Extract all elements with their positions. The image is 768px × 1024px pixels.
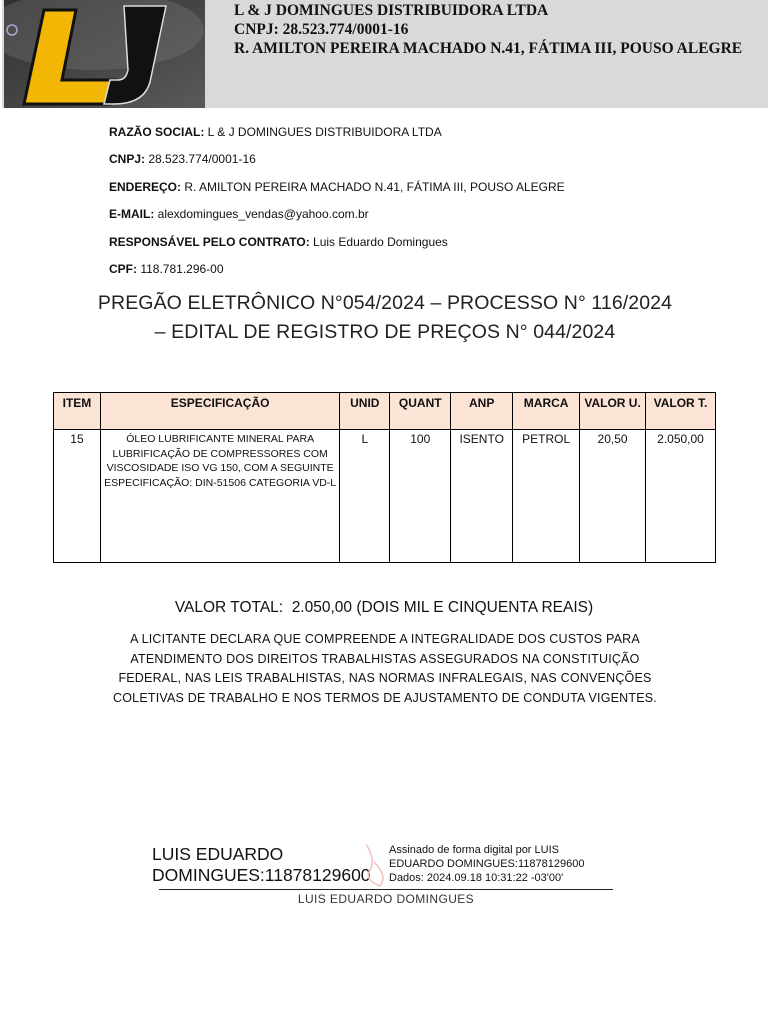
info-label: RAZÃO SOCIAL: — [109, 125, 205, 139]
cell-quant: 100 — [390, 430, 451, 563]
signature-name — [152, 844, 371, 886]
info-row-endereco — [109, 179, 565, 206]
col-header-quant: QUANT — [390, 393, 451, 430]
company-cnpj: CNPJ: 28.523.774/0001-16 — [234, 21, 409, 38]
info-row-email — [109, 206, 565, 233]
cell-valor-u: 20,50 — [580, 430, 646, 563]
col-header-unid: UNID — [340, 393, 390, 430]
info-value: L & J DOMINGUES DISTRIBUIDORA LTDA — [207, 125, 442, 139]
table-row — [54, 430, 716, 563]
declaration-text: A LICITANTE DECLARA QUE COMPREENDE A INTEGRALIDADE DOS CUSTOS PARA ATENDIMENTO DOS DIREITOS TRABALHISTAS ASSEGURADOS NA CONSTITUIÇÃO FEDERAL, NAS LEIS TRABALHISTAS, NAS NORMAS INFRALEGAIS, NAS CONVENÇÕES COLETIVAS DE TRABALHO E NOS TERMOS DE AJUSTAMENTO DE CONDUTA VIGENTES. — [113, 632, 657, 705]
info-label: CNPJ: — [109, 152, 146, 167]
cell-valor-t: 2.050,00 — [646, 430, 716, 563]
info-label: ENDEREÇO: — [109, 179, 182, 194]
company-logo — [4, 0, 205, 108]
cell-unid: L — [340, 430, 390, 563]
document-title — [60, 289, 710, 347]
info-row-responsavel — [109, 234, 565, 261]
info-row-cpf — [109, 261, 565, 288]
cell-marca: PETROL — [513, 430, 580, 563]
signature-name-line-2: DOMINGUES:11878129600 — [152, 865, 371, 885]
info-value: R. AMILTON PEREIRA MACHADO N.41, FÁTIMA III, POUSO ALEGRE — [184, 179, 565, 194]
info-row-cnpj — [109, 151, 565, 178]
signature-name-line-1: LUIS EDUARDO — [152, 844, 284, 864]
signature-detail-line-1: Assinado de forma digital por LUIS — [389, 844, 559, 856]
col-header-especificacao: ESPECIFICAÇÃO — [100, 393, 339, 430]
col-header-valor-u: VALOR U. — [580, 393, 646, 430]
col-header-valor-t: VALOR T. — [646, 393, 716, 430]
info-row-razao-social — [109, 124, 565, 151]
cell-especificacao: ÓLEO LUBRIFICANTE MINERAL PARA LUBRIFICAÇÃO DE COMPRESSORES COM VISCOSIDADE ISO VG 150, COM A SEGUINTE ESPECIFICAÇÃO: DIN-51506 CATEGORIA VD-L — [100, 430, 339, 563]
cell-item: 15 — [54, 430, 101, 563]
signature-details — [389, 843, 584, 885]
company-address: R. AMILTON PEREIRA MACHADO N.41, FÁTIMA III, POUSO ALEGRE — [234, 40, 743, 57]
col-header-item: ITEM — [54, 393, 101, 430]
col-header-marca: MARCA — [513, 393, 580, 430]
table-header-row — [54, 393, 716, 430]
info-label: RESPONSÁVEL PELO CONTRATO: — [109, 234, 310, 249]
items-table — [53, 392, 716, 563]
info-value: 28.523.774/0001-16 — [148, 152, 256, 167]
signature-detail-line-3: Dados: 2024.09.18 10:31:22 -03'00' — [389, 872, 564, 884]
signature-detail-line-2: EDUARDO DOMINGUES:11878129600 — [389, 858, 585, 870]
header-banner — [2, 0, 768, 108]
company-info — [109, 124, 565, 288]
info-label: E-MAIL: — [109, 207, 155, 222]
cell-anp: ISENTO — [451, 430, 513, 563]
title-line-1: PREGÃO ELETRÔNICO N°054/2024 – PROCESSO N° 116/2024 — [97, 292, 673, 314]
signature-scribble-icon — [362, 840, 392, 890]
company-header-text — [234, 1, 742, 58]
signature-line — [159, 889, 613, 890]
info-label: CPF: — [109, 261, 137, 276]
info-value: Luis Eduardo Domingues — [313, 234, 448, 249]
company-name: L & J DOMINGUES DISTRIBUIDORA LTDA — [234, 2, 549, 19]
lj-logo-graphic — [4, 0, 205, 108]
signature-caption: LUIS EDUARDO DOMINGUES — [297, 892, 475, 906]
info-value: 118.781.296-00 — [140, 261, 224, 276]
col-header-anp: ANP — [451, 393, 513, 430]
valor-total: VALOR TOTAL: 2.050,00 (DOIS MIL E CINQUENTA REAIS) — [174, 599, 594, 616]
info-value: alexdomingues_vendas@yahoo.com.br — [157, 207, 369, 222]
title-line-2: – EDITAL DE REGISTRO DE PREÇOS N° 044/2024 — [154, 321, 616, 343]
